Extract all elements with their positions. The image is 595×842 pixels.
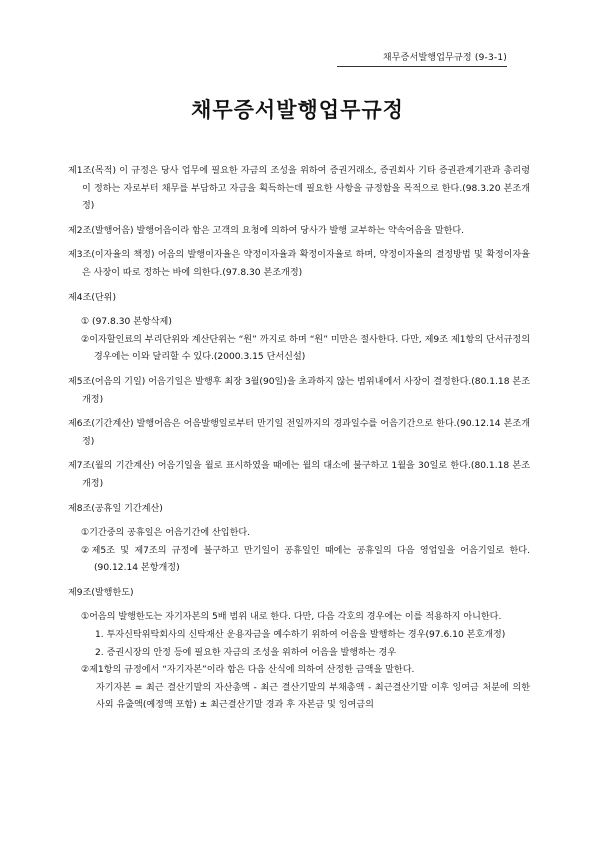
article-9-subitem: 1. 투자신탁위탁회사의 신탁재산 운용자금을 예수하기 위하여 어음을 발행하는 경우(97.6.10 본호개정) <box>95 630 506 641</box>
article-9-formula: 자기자본 = 최근 결산기말의 자산총액 - 최근 결산기말의 부채총액 - 최근결산기말 이후 잉여금 처분에 의한 사외 유출액(예정액 포함) ± 최근결산기말 경과 후 자본금 및 잉여금의 <box>96 682 530 711</box>
article-9-heading: 제9조(발행한도) <box>68 587 134 598</box>
header-rule <box>337 66 507 67</box>
article-1: 제1조(목적) 이 규정은 당사 업무에 필요한 자금의 조성을 위하여 증권거래소, 증권회사 기타 증권관계기관과 총리령이 정하는 자로부터 채무를 부담하고 자금을 획득하는데 필요한 사항을 규정함을 목적으로 한다.(98.3.20 본조개정) <box>68 166 530 212</box>
article-7: 제7조(월의 기간계산) 어음기일을 월로 표시하였을 때에는 월의 대소에 불구하고 1월을 30일로 한다.(80.1.18 본조개정) <box>68 461 530 489</box>
article-4-item: ②이자할인료의 부리단위와 계산단위는 “원” 까지로 하며 “원” 미만은 절사한다. 다만, 제9조 제1항의 단서규정의 경우에는 이와 달리할 수 있다.(2000.3.15 단서신설) <box>81 334 530 363</box>
document-title: 채무증서발행업무규정 <box>191 98 404 122</box>
article-4-heading: 제4조(단위) <box>68 292 117 303</box>
article-3: 제3조(이자율의 책정) 어음의 발행이자율은 약정이자율과 확정이자율로 하며, 약정이자율의 결정방법 및 확정이자율은 사장이 따로 정하는 바에 의한다.(97.8.30 본조개정) <box>68 250 530 278</box>
article-8-item: ①기간중의 공휴일은 어음기간에 산입한다. <box>81 528 251 539</box>
article-4-item: ① (97.8.30 본항삭제) <box>81 317 172 328</box>
document-body <box>68 163 530 715</box>
article-9-item: ②제1항의 규정에서 “자기자본”이라 함은 다음 산식에 의하여 산정한 금액을 말한다. <box>81 665 415 676</box>
article-8-item: ②제5조 및 제7조의 규정에 불구하고 만기일이 공휴일인 때에는 공휴일의 다음 영업일을 어음기일로 한다.(90.12.14 본항개정) <box>81 545 530 574</box>
article-5: 제5조(어음의 기일) 어음기일은 발행후 최장 3월(90일)을 초과하지 않는 범위내에서 사장이 결정한다.(80.1.18 본조개정) <box>68 376 530 405</box>
article-2: 제2조(발행어음) 발행어음이라 함은 고객의 요청에 의하여 당사가 발행 교부하는 약속어음을 말한다. <box>68 225 465 236</box>
article-9-item: ①어음의 발행한도는 자기자본의 5배 범위 내로 한다. 다만, 다음 각호의 경우에는 이를 적용하지 아니한다. <box>81 612 502 623</box>
running-head: 채무증서발행업무규정 (9-3-1) <box>382 53 507 63</box>
article-6: 제6조(기간계산) 발행어음은 어음발행일로부터 만기일 전일까지의 경과일수를 어음기간으로 한다.(90.12.14 본조개정) <box>68 419 530 447</box>
article-9-subitem: 2. 증권시장의 안정 등에 필요한 자금의 조성을 위하여 어음을 발행하는 경우 <box>95 647 397 658</box>
article-8-heading: 제8조(공휴일 기간계산) <box>68 503 163 514</box>
